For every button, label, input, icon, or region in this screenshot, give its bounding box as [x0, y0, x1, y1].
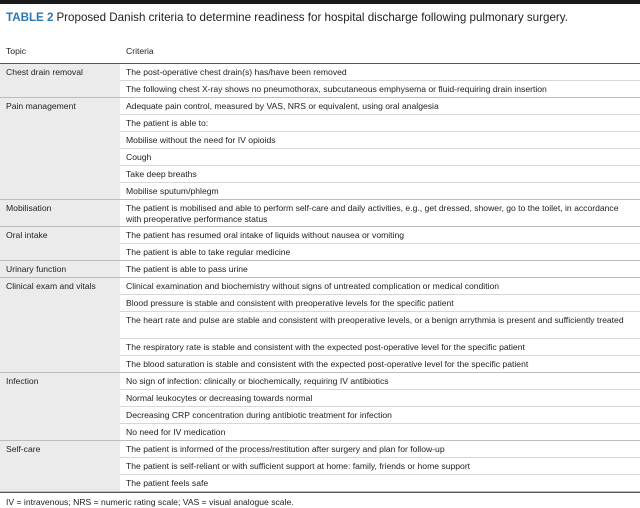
header-topic: Topic	[0, 43, 120, 64]
criterion-item: Mobilise without the need for IV opioids	[120, 131, 640, 148]
criteria-cell	[120, 441, 640, 492]
criterion-item: Take deep breaths	[120, 165, 640, 182]
criterion-item: Normal leukocytes or decreasing towards normal	[120, 389, 640, 406]
criterion-item: The patient is mobilised and able to perform self-care and daily activities, e.g., get dressed, shower, go to the toilet, in accordance with preoperative performance status	[126, 203, 619, 224]
table-row	[0, 441, 640, 492]
criterion-item: Blood pressure is stable and consistent with preoperative levels for the specific patient	[120, 294, 640, 311]
criterion-item: The respiratory rate is stable and consistent with the expected post-operative level for the specific patient	[120, 338, 640, 355]
table-row	[0, 64, 640, 98]
criteria-cell	[120, 278, 640, 373]
topic-cell: Pain management	[0, 98, 120, 200]
table-row	[0, 373, 640, 441]
topic-cell: Self-care	[0, 441, 120, 492]
criterion-item: Adequate pain control, measured by VAS, NRS or equivalent, using oral analgesia	[126, 101, 439, 111]
criterion-item: The patient is informed of the process/restitution after surgery and plan for follow-up	[126, 444, 445, 454]
table-row	[0, 278, 640, 373]
criteria-cell	[120, 200, 640, 227]
criterion-item: The patient is self-reliant or with sufficient support at home: family, friends or home support	[120, 457, 640, 474]
criterion-item: Mobilise sputum/phlegm	[120, 182, 640, 199]
criterion-item: No need for IV medication	[120, 423, 640, 440]
topic-cell: Oral intake	[0, 227, 120, 261]
criteria-cell	[120, 373, 640, 441]
criterion-item: The patient feels safe	[120, 474, 640, 491]
criterion-item: The patient is able to pass urine	[126, 264, 248, 274]
criterion-item: Decreasing CRP concentration during antibiotic treatment for infection	[120, 406, 640, 423]
topic-cell: Mobilisation	[0, 200, 120, 227]
criterion-item: The following chest X-ray shows no pneumothorax, subcutaneous emphysema or fluid-requiring drain insertion	[120, 80, 640, 97]
criteria-cell	[120, 261, 640, 278]
topic-cell: Chest drain removal	[0, 64, 120, 98]
criterion-item: The patient has resumed oral intake of liquids without nausea or vomiting	[126, 230, 405, 240]
criterion-item: Cough	[120, 148, 640, 165]
table-header-row	[0, 43, 640, 64]
table-row	[0, 98, 640, 200]
criterion-item: Clinical examination and biochemistry without signs of untreated complication or medical condition	[126, 281, 500, 291]
criterion-item: The blood saturation is stable and consistent with the expected post-operative level for the specific patient	[120, 355, 640, 372]
table-footnote: IV = intravenous; NRS = numeric rating scale; VAS = visual analogue scale.	[0, 492, 640, 506]
table-row	[0, 200, 640, 227]
table-row	[0, 261, 640, 278]
criterion-item: No sign of infection: clinically or biochemically, requiring IV antibiotics	[126, 376, 389, 386]
header-criteria: Criteria	[120, 43, 640, 64]
table-caption	[0, 4, 640, 33]
criterion-item: The patient is able to:	[120, 114, 640, 131]
table-label: TABLE 2	[6, 11, 54, 24]
criterion-item: The patient is able to take regular medicine	[120, 243, 640, 260]
criteria-table	[0, 43, 640, 492]
criteria-cell	[120, 98, 640, 200]
criteria-cell	[120, 64, 640, 98]
table-title: Proposed Danish criteria to determine readiness for hospital discharge following pulmonary surgery.	[56, 11, 568, 24]
topic-cell: Infection	[0, 373, 120, 441]
criterion-item: The heart rate and pulse are stable and consistent with preoperative levels, or a benign arrythmia is present and sufficiently treated	[120, 311, 640, 338]
criterion-item: The post-operative chest drain(s) has/have been removed	[126, 67, 347, 77]
table-row	[0, 227, 640, 261]
topic-cell: Urinary function	[0, 261, 120, 278]
topic-cell: Clinical exam and vitals	[0, 278, 120, 373]
criteria-cell	[120, 227, 640, 261]
